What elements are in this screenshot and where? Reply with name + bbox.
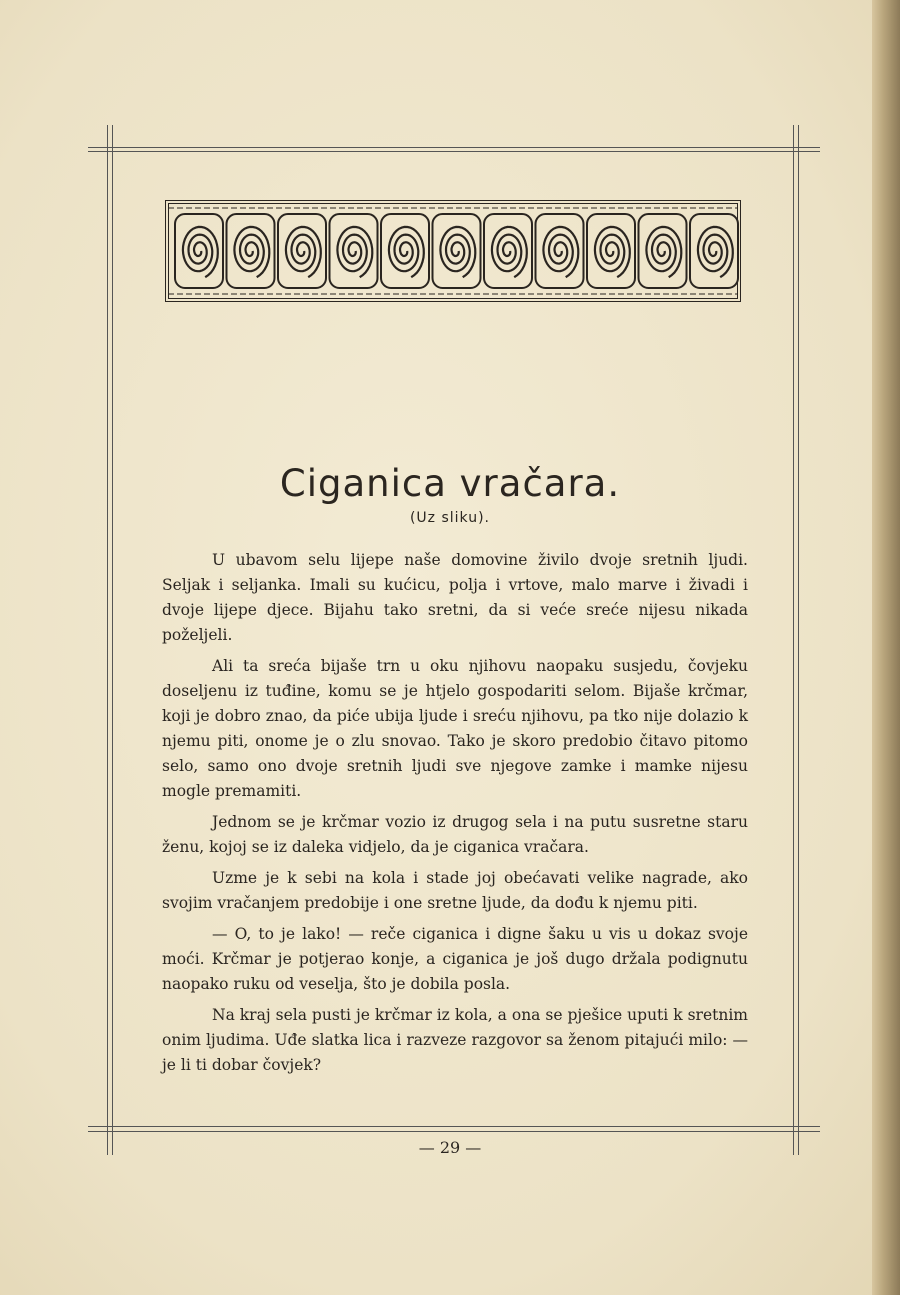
spiral-icon xyxy=(337,227,372,277)
story-subtitle: (Uz sliku). xyxy=(409,510,491,526)
paragraph: Ali ta sreća bijaše trn u oku njihovu naopaku susjedu, čovjeku doseljenu iz tuđine, komu se je htjelo gospodariti selom. Bijaše krčmar, koji je dobro znao, da piće ubija ljude i sreću njihovu, pa tko nije dolazio k njemu piti, onome je o zlu snovao. Tako je skoro predobio čitavo pitomo selo, samo ono dvoje sretnih ljudi sve njegove zamke i mamke nijesu mogle premamiti. xyxy=(162,657,748,800)
spiral-icon xyxy=(492,227,527,277)
paragraph: — O, to je lako! — reče ciganica i digne šaku u vis u dokaz svoje moći. Krčmar je potjerao konje, a ciganica je još dugo držala podignutu naopako ruku od veselja, što je dobila posla. xyxy=(162,925,748,993)
spiral-icon xyxy=(698,227,733,277)
page-edge xyxy=(872,0,900,1295)
spiral-icon xyxy=(234,227,269,277)
story-body xyxy=(162,548,748,1084)
paragraph: U ubavom selu lijepe naše domovine živilo dvoje sretnih ljudi. Seljak i seljanka. Imali su kućicu, polja i vrtove, malo marve i živadi i dvoje lijepe djece. Bijahu tako sretni, da si veće sreće nijesu nikada poželjeli. xyxy=(162,551,748,644)
spiral-icon xyxy=(286,227,321,277)
spiral-icon xyxy=(389,227,424,277)
spiral-icon xyxy=(543,227,578,277)
spiral-icon xyxy=(440,227,475,277)
paragraph: Jednom se je krčmar vozio iz drugog sela i na putu susretne staru ženu, kojoj se iz daleka vidjelo, da je ciganica vračara. xyxy=(162,813,748,856)
spiral-meander-icon xyxy=(175,214,738,288)
spiral-icon xyxy=(183,227,218,277)
spiral-icon xyxy=(595,227,630,277)
paragraph: Uzme je k sebi na kola i stade joj obećavati velike nagrade, ako svojim vračanjem predobije i one sretne ljude, da dođu k njemu piti. xyxy=(162,869,748,912)
spiral-icon xyxy=(646,227,681,277)
page-number: — 29 — xyxy=(418,1138,482,1157)
paragraph: Na kraj sela pusti je krčmar iz kola, a ona se pješice uputi k sretnim onim ljudima. Uđe slatka lica i razveze razgovor sa ženom pitajući milo: — je li ti dobar čovjek? xyxy=(162,1006,748,1074)
ornament-band xyxy=(165,200,741,302)
story-title: Ciganica vračara. xyxy=(279,462,621,505)
